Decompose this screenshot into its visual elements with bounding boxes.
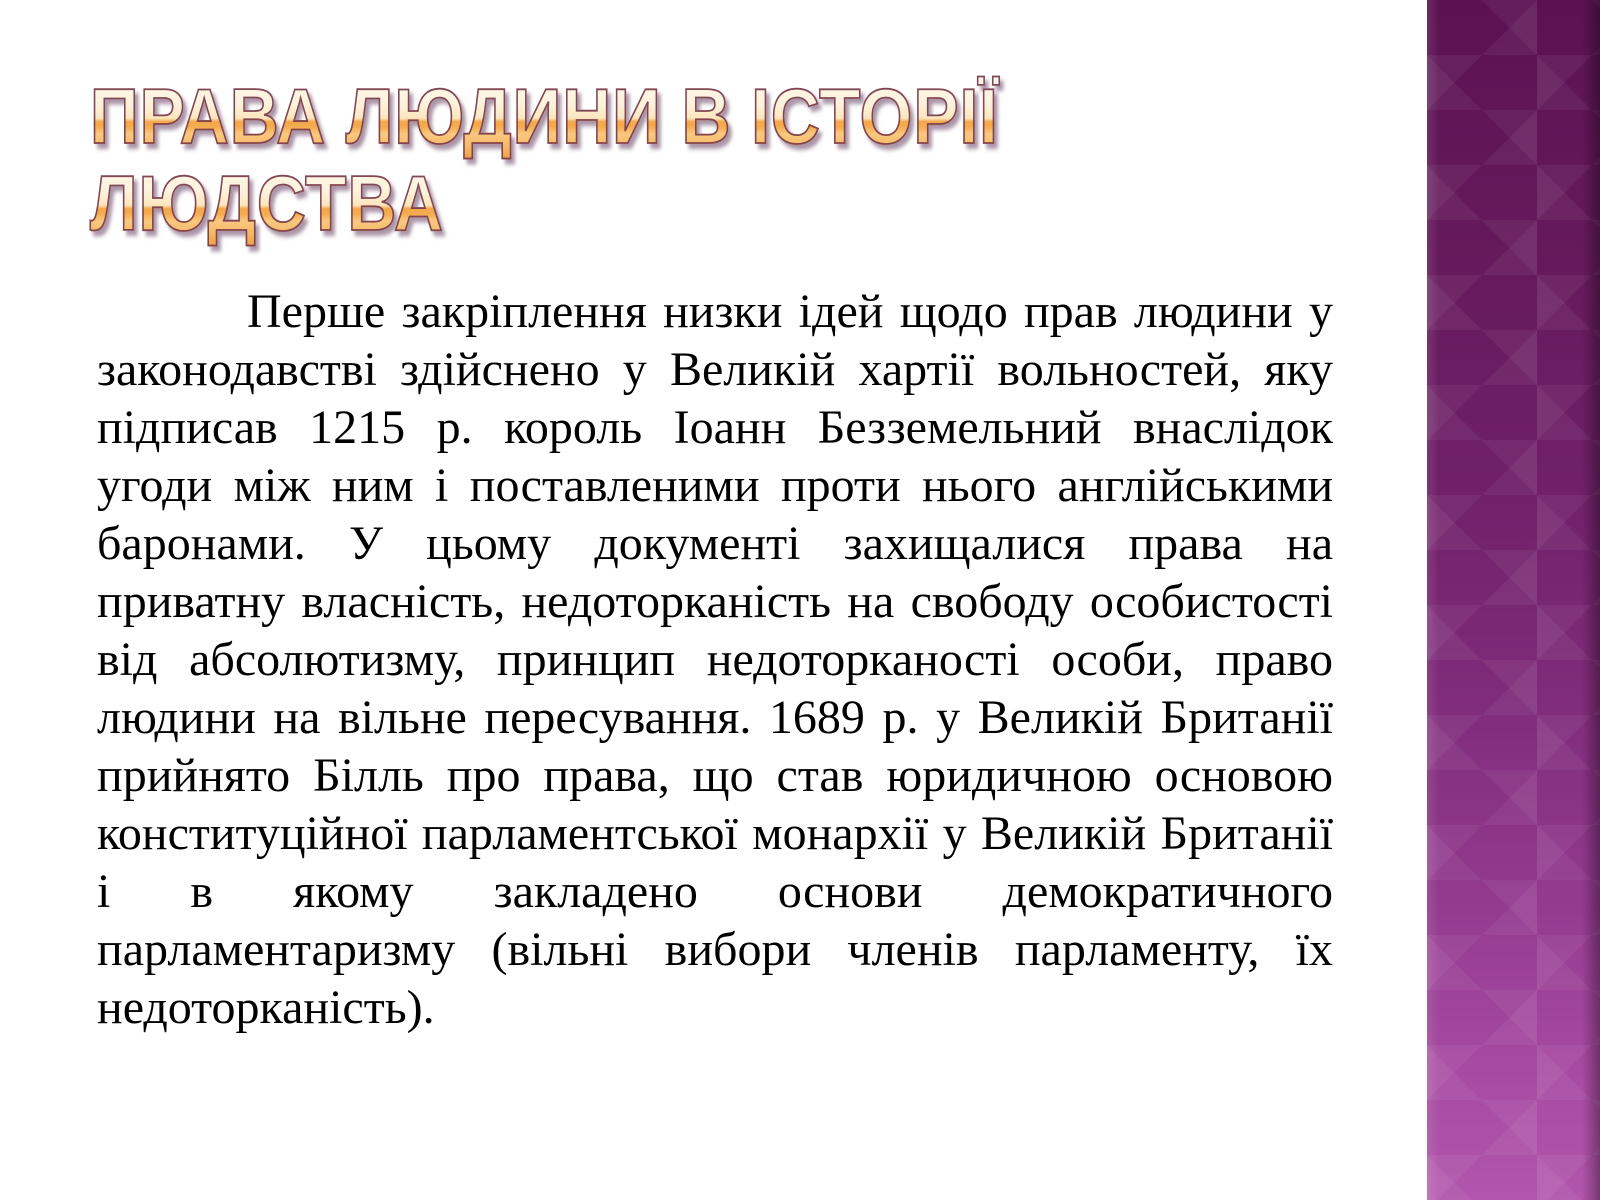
slide-title-line-1: ПРАВА ЛЮДИНИ В ІСТОРІЇ [90,72,999,160]
body-paragraph: Перше закріплення низки ідей щодо прав людини у законодавстві здійснено у Великій хартії вольностей, яку підписав 1215 р. король Іоанн Безземельний внаслідок угоди між ним і поставленими проти нього англійськими баронами. У цьому документі захищалися права на приватну власність, недоторканість на свободу особистості від абсолютизму, принцип недоторканості особи, право людини на вільне пересування. 1689 р. у Великій Британії прийнято Білль про права, що став юридичною основою конституційної парламентської монархії у Великій Британії і в якому закладено основи демократичного парламентаризму (вільні вибори членів парламенту, їх недоторканість). [97,285,1333,1034]
slide-title-line-2: ЛЮДСТВА [90,160,999,247]
slide-title [90,73,999,247]
decorative-diamond-stripe [1427,0,1600,1200]
